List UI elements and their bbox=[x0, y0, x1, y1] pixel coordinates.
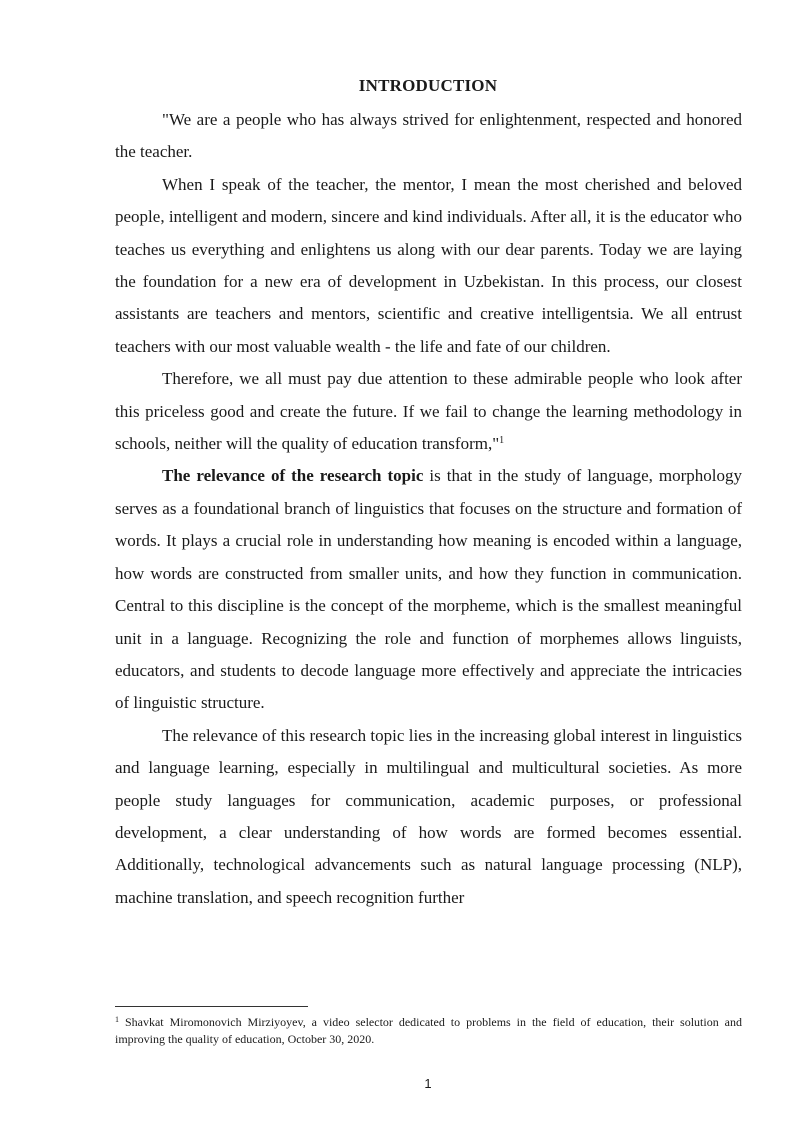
paragraph-relevance bbox=[115, 460, 742, 719]
footnote-text: Shavkat Miromonovich Mirziyoyev, a video selector dedicated to problems in the field of education, their solution and improving the quality of education, October 30, 2020. bbox=[115, 1015, 742, 1046]
footnote bbox=[115, 1014, 742, 1048]
paragraph-relevance-text: is that in the study of language, morphology serves as a foundational branch of linguistics that focuses on the structure and formation of words. It plays a crucial role in understanding how meaning is encoded within a language, how words are constructed from smaller units, and how they function in communication. Central to this discipline is the concept of the morpheme, which is the smallest meaningful unit in a language. Recognizing the role and function of morphemes allows linguists, educators, and students to decode language more effectively and appreciate the intricacies of linguistic structure. bbox=[115, 466, 742, 713]
footnote-divider bbox=[115, 1006, 308, 1007]
page-title: INTRODUCTION bbox=[358, 76, 498, 95]
page-number: 1 bbox=[424, 1076, 432, 1091]
paragraph-relevance-continued: The relevance of this research topic lies in the increasing global interest in linguistics and language learning, especially in multilingual and multicultural societies. As more people study languages for communication, academic purposes, or professional development, a clear understanding of how words are formed becomes essential. Additionally, technological advancements such as natural language processing (NLP), machine translation, and speech recognition further bbox=[115, 725, 742, 907]
body-text bbox=[115, 104, 742, 914]
paragraph-attention-text: Therefore, we all must pay due attention to these admirable people who look after this priceless good and create the future. If we fail to change the learning methodology in schools, neither will the quality of education transform," bbox=[115, 369, 742, 454]
footnote-reference: 1 bbox=[499, 435, 505, 447]
paragraph-quote-opening: "We are a people who has always strived for enlightenment, respected and honored the teacher. bbox=[115, 110, 742, 162]
footnote-marker: 1 bbox=[115, 1015, 119, 1024]
paragraph-attention bbox=[115, 363, 742, 460]
relevance-bold-lead: The relevance of the research topic bbox=[162, 466, 424, 486]
paragraph-teacher: When I speak of the teacher, the mentor, I mean the most cherished and beloved people, intelligent and modern, sincere and kind individuals. After all, it is the educator who teaches us everything and enlightens us along with our dear parents. Today we are laying the foundation for a new era of development in Uzbekistan. In this process, our closest assistants are teachers and mentors, scientific and creative intelligentsia. We all entrust teachers with our most valuable wealth - the life and fate of our children. bbox=[115, 174, 742, 356]
